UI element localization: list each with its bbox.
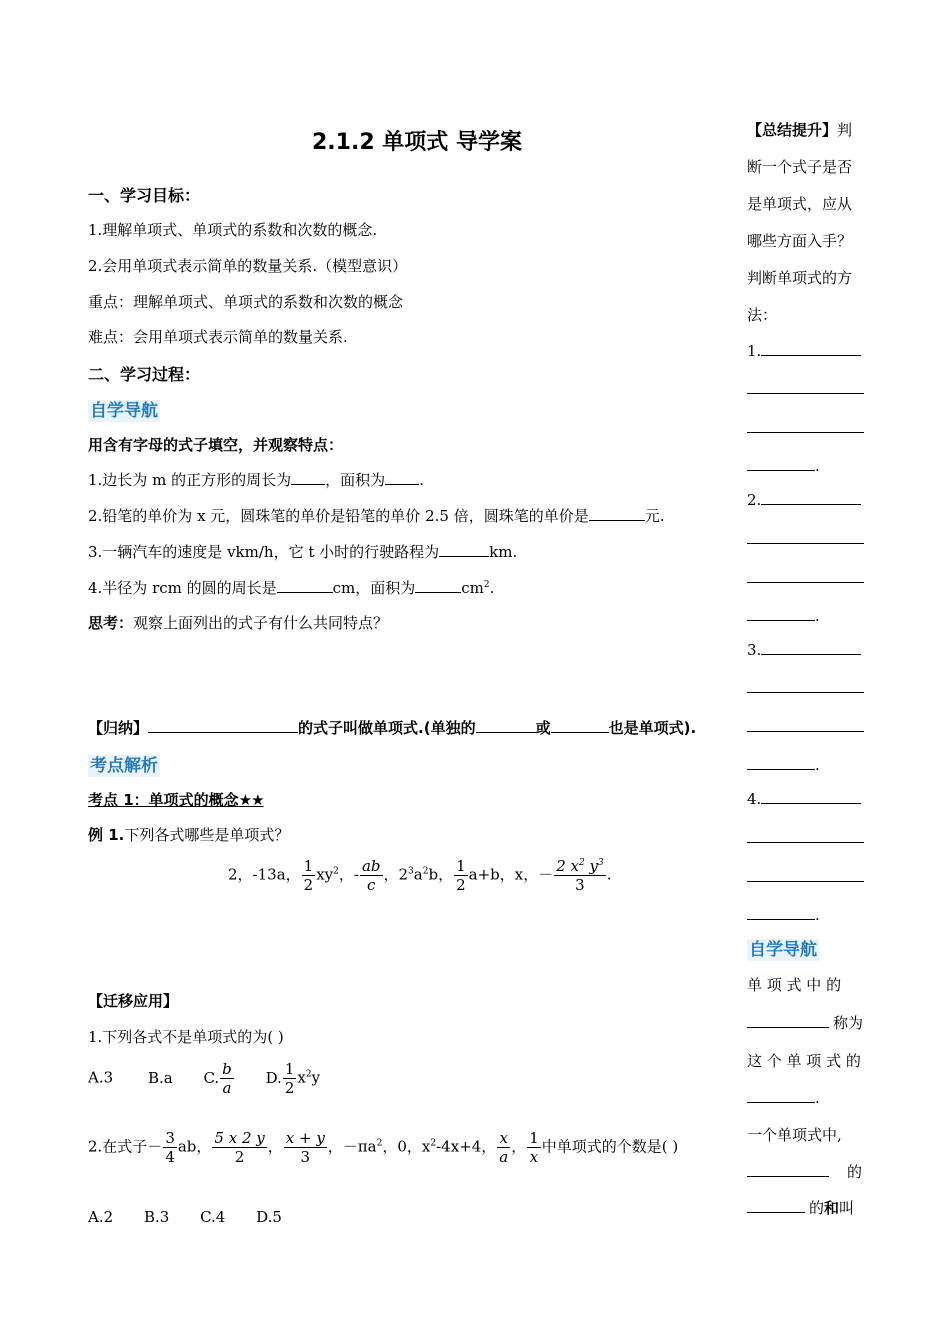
blank-end: .	[747, 606, 820, 625]
transfer-q1-options: A.3 B.a C. $\frac{b}{a}$ D. $\frac{1}{2}$ $x^2y$	[88, 1060, 321, 1097]
blank-line	[747, 543, 864, 544]
blank-line	[747, 393, 864, 394]
sidebar-text-1: 单 项 式 中 的	[747, 976, 842, 994]
think: 思考：观察上面列出的式子有什么共同特点？	[88, 614, 389, 632]
question-3: 3.一辆汽车的速度是 vkm/h，它 t 小时的行驶路程为 km.	[88, 543, 518, 561]
blank-line	[747, 881, 864, 882]
goal-2: 2.会用单项式表示简单的数量关系.（模型意识）	[88, 257, 408, 275]
sidebar-summary-title: 【总结提升】判	[747, 121, 853, 139]
blank-end: .	[747, 905, 820, 924]
blank-line	[747, 842, 864, 843]
sidebar-text-2: 称为	[747, 1012, 863, 1033]
blank-line	[747, 432, 864, 433]
section1-heading: 一、学习目标：	[88, 186, 201, 205]
tag-self-study: 自学导航	[90, 401, 158, 421]
sidebar-text-7: 的和叫	[747, 1197, 854, 1218]
sidebar-text-5: 一个单项式中,	[747, 1126, 842, 1144]
sidebar-text-3: 这 个 单 项 式 的	[747, 1052, 861, 1070]
sidebar-text-6: 的	[747, 1161, 862, 1182]
example-1: 例 1.下列各式哪些是单项式？	[88, 826, 290, 844]
key-point: 重点：理解单项式、单项式的系数和次数的概念	[88, 293, 404, 311]
sidebar-item-3: 3.	[747, 640, 861, 659]
sidebar-line: 判断单项式的方	[747, 269, 853, 287]
instruction: 用含有字母的式子填空，并观察特点：	[88, 436, 344, 454]
sidebar-line: 是单项式，应从	[747, 195, 853, 213]
blank-end: .	[747, 755, 820, 774]
sidebar-text-4: .	[747, 1088, 820, 1107]
difficult-point: 难点：会用单项式表示简单的数量关系.	[88, 328, 348, 346]
section2-heading: 二、学习过程：	[88, 365, 201, 384]
blank-line	[747, 731, 864, 732]
question-2: 2.铅笔的单价为 x 元，圆珠笔的单价是铅笔的单价 2.5 倍，圆珠笔的单价是 元.	[88, 507, 665, 525]
blank-line	[747, 692, 864, 693]
summary: 【归纳】 的式子叫做单项式.(单独的 或 也是单项式).	[88, 719, 697, 737]
transfer-q2: 2.在式子－ $\frac{3}{4}$ ab， $\frac{5 x 2 y}{2}$ ， $\frac{x + y}{3}$ ，$-\pi a^2$，0，$x^2-4x+4$， $\frac{x}{a}$ ， $\frac{1}{x}$ 中单项式的个数是( )	[88, 1129, 679, 1166]
blank-line	[747, 582, 864, 583]
sidebar-item-4: 4.	[747, 789, 861, 808]
sidebar-item-1: 1.	[747, 341, 861, 360]
goal-1: 1.理解单项式、单项式的系数和次数的概念.	[88, 221, 378, 239]
example-expressions: 2，-13a， $\frac{1}{2}$ $xy^2$，- $\frac{ab}{c}$ ，$2^3a^2b$， $\frac{1}{2}$ a+b，x，－ $\frac{2 x^2 y^3}{3}$ .	[228, 857, 612, 894]
sidebar-tag: 自学导航	[749, 940, 817, 960]
question-1: 1.边长为 m 的正方形的周长为 ，面积为 .	[88, 471, 424, 489]
blank-end: .	[747, 456, 820, 475]
transfer-heading: 【迁移应用】	[88, 992, 179, 1010]
page-title: 2.1.2 单项式 导学案	[312, 130, 522, 155]
transfer-q2-options: A.2 B.3 C.4 D.5	[88, 1208, 282, 1226]
tag-exam-points: 考点解析	[90, 756, 158, 776]
transfer-q1: 1.下列各式不是单项式的为( )	[88, 1028, 284, 1046]
sidebar-line: 法：	[747, 306, 778, 324]
point-1: 考点 1：单项式的概念★★	[88, 791, 264, 809]
sidebar-item-2: 2.	[747, 490, 861, 509]
question-4: 4.半径为 rcm 的圆的周长是 cm，面积为 $cm^2$.	[88, 579, 495, 597]
sidebar-line: 哪些方面入手？	[747, 232, 853, 250]
sidebar-line: 断一个式子是否	[747, 158, 853, 176]
